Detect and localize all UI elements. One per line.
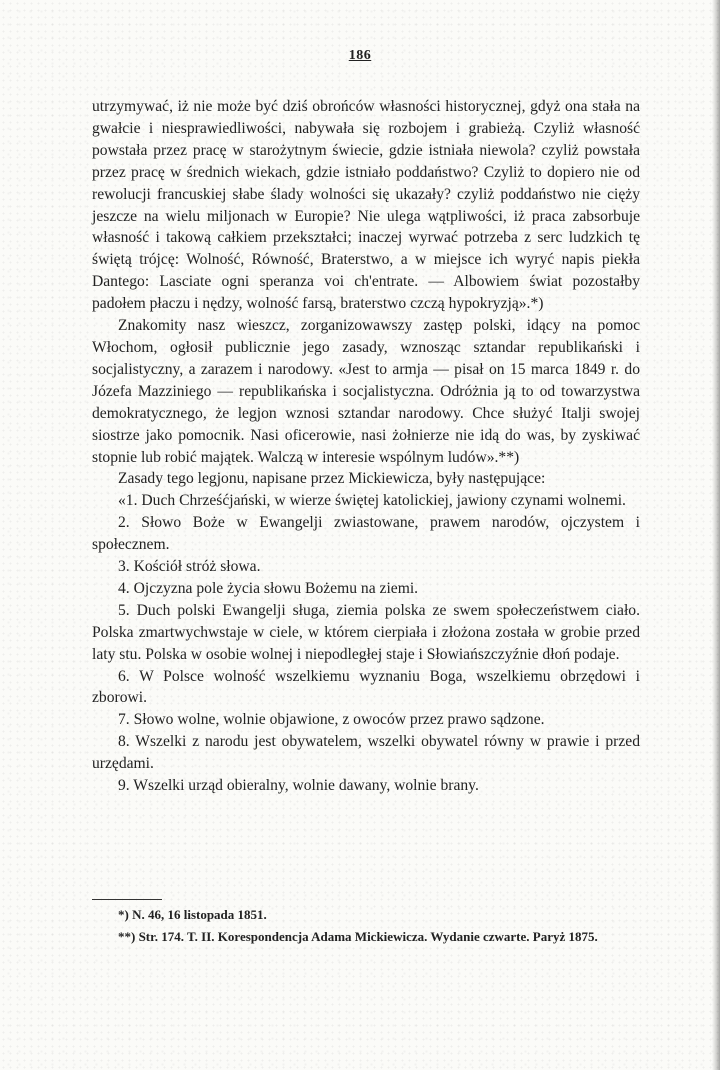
principle-item: 8. Wszelki z narodu jest obywatelem, wszelki obywatel równy w prawie i przed urzędami. — [92, 733, 640, 773]
paragraph: Zasady tego legjonu, napisane przez Mickiewicza, były następujące: — [118, 470, 546, 488]
principle-item: 9. Wszelki urząd obieralny, wolnie dawany, wolnie brany. — [118, 777, 479, 795]
principle-item: 7. Słowo wolne, wolnie objawione, z owoców przez prawo sądzone. — [118, 711, 545, 729]
footnote: **) Str. 174. T. II. Korespondencja Adama Mickiewicza. Wydanie czwarte. Paryż 1875. — [118, 929, 598, 944]
footnote: *) N. 46, 16 listopada 1851. — [118, 907, 267, 922]
principle-item: 4. Ojczyzna pole życia słowu Bożemu na ziemi. — [118, 579, 419, 597]
footnotes — [92, 904, 640, 948]
principle-item: 5. Duch polski Ewangelji sługa, ziemia polska ze swem społeczeństwem ciało. Polska zmartwychwstaje w ciele, w którem cierpiała i złożona została w grobie przed laty stu. Polska w osobie wolnej i niepodległej staje i Słowiańszczyźnie dłoń podaje. — [92, 601, 640, 663]
paragraph: utrzymywać, iż nie może być dziś obrońców własności historycznej, gdyż ona stała na gwałcie i niesprawiedliwości, nabywała się rozbojem i grabieżą. Czyliż własność powstała przez pracę w starożytnym świecie, gdzie istniała niewola? czyliż powstała przez pracę w średnich wiekach, gdzie istniało poddaństwo? Czyliż to dopiero nie od rewolucji francuskiej słabe ślady wolności się ukazały? czyliż poddaństwo nie cięży jeszcze na wielu miljonach w Europie? Nie ulega wątpliwości, iż praca zabsorbuje własność i takową całkiem przekształci; inaczej wyrwać potrzeba z serc ludzkich tę świętą trójcę: Wolność, Równość, Braterstwo, a w miejsce ich wyryć napis piekła Dantego: Lasciate ogni speranza voi ch'entrate. — Albowiem świat pozostałby padołem płaczu i nędzy, wolność farsą, braterstwo czczą hypokryzją».*) — [92, 98, 640, 313]
principle-item: 6. W Polsce wolność wszelkiemu wyznaniu Boga, wszelkiemu obrzędowi i zborowi. — [92, 667, 640, 707]
page-number: 186 — [348, 48, 372, 63]
principle-item: 2. Słowo Boże w Ewangelji zwiastowane, prawem narodów, ojczystem i społecznem. — [92, 514, 640, 554]
paragraph: Znakomity nasz wieszcz, zorganizowawszy zastęp polski, idący na pomoc Włochom, ogłosił publicznie jego zasady, wznosząc sztandar republikański i socjalistyczny, a zarazem i narodowy. «Jest to armja — pisał on 15 marca 1849 r. do Józefa Mazziniego — republikańska i socjalistyczna. Odróżnia ją to od towarzystwa demokratycznego, że legjon wznosi sztandar narodowy. Chce służyć Italji swojej siostrze jako pomocnik. Nasi oficerowie, nasi żołnierze nie idą do was, by zyskiwać stopnie lub robić majątek. Walczą w interesie wspólnym ludów».**) — [92, 317, 640, 466]
principle-item: «1. Duch Chrześćjański, w wierze świętej katolickiej, jawiony czynami wolnemi. — [118, 492, 626, 510]
page-edge-shadow — [712, 0, 720, 1070]
footnote-separator — [92, 899, 162, 900]
main-text — [92, 96, 640, 797]
principle-item: 3. Kościół stróż słowa. — [118, 558, 261, 576]
